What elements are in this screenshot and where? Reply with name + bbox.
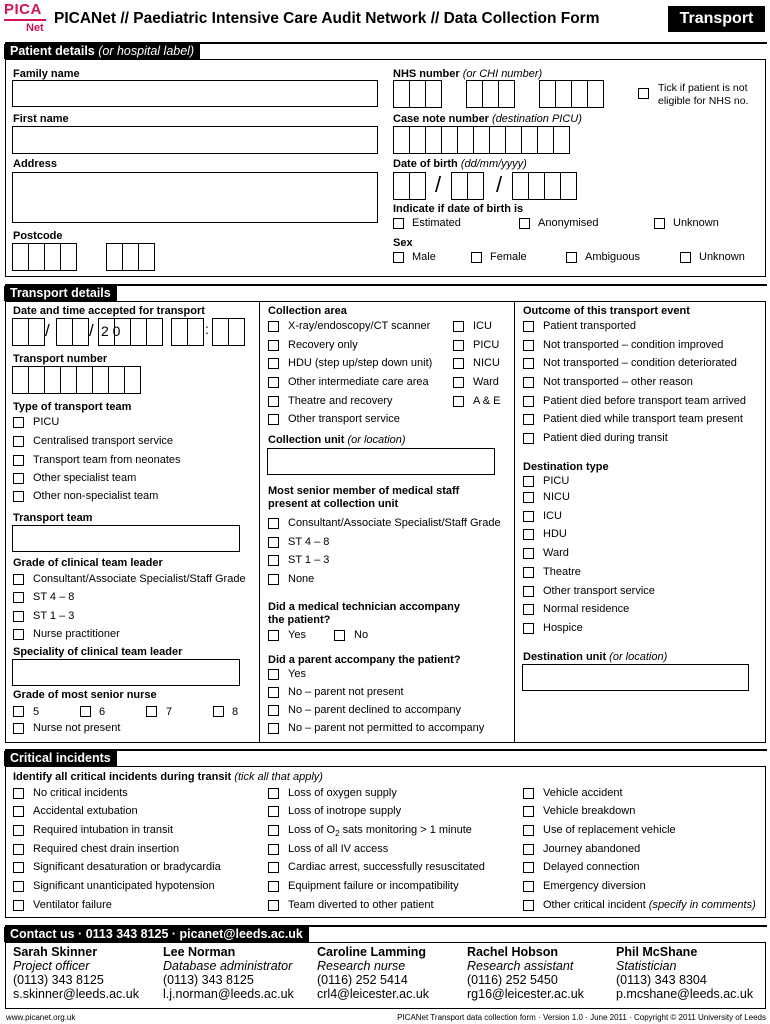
nurse-grade-5-checkbox[interactable] [13,706,24,717]
ci-other-checkbox[interactable] [523,900,534,911]
ci-desaturation-label: Significant desaturation or bradycardia [33,861,221,873]
ci-vehicle-breakdown-checkbox[interactable] [523,806,534,817]
senior-st1-3-checkbox[interactable] [268,555,279,566]
contact-section-header: Contact us · 0113 343 8125 · picanet@leeds.ac.uk [4,927,309,942]
senior-none-checkbox[interactable] [268,574,279,585]
technician-no-label: No [354,629,369,641]
area-xray-checkbox[interactable] [268,321,279,332]
transport-team-label: Transport team [13,512,93,524]
ci-emergency-diversion-checkbox[interactable] [523,881,534,892]
area-other-transport-label: Other transport service [288,413,400,425]
area-theatre-label: Theatre and recovery [288,395,393,407]
dob-indicate-label: Indicate if date of birth is [393,203,524,215]
ci-journey-abandoned-label: Journey abandoned [543,843,641,855]
contact-phone: (0113) 343 8125 [163,973,254,987]
area-ward-label: Ward [473,376,499,388]
contact-phone: (0116) 252 5414 [317,973,408,987]
outcome-other-reason-checkbox[interactable] [523,377,534,388]
speciality-label: Speciality of clinical team leader [13,646,183,658]
address-label: Address [13,158,58,170]
ci-iv-access-checkbox[interactable] [268,844,279,855]
contact-name: Lee Norman [163,945,236,959]
technician-yes-checkbox[interactable] [268,630,279,641]
contact-email[interactable]: s.skinner@leeds.ac.uk [13,987,139,1001]
dest-hdu-label: HDU [543,528,567,540]
grade-leader-label: Grade of clinical team leader [13,557,163,569]
grade-st4-8-checkbox[interactable] [13,592,24,603]
contact-role: Statistician [616,959,677,973]
outcome-died-before-checkbox[interactable] [523,396,534,407]
postcode-input-part2[interactable] [106,243,154,271]
outcome-improved-checkbox[interactable] [523,340,534,351]
destination-unit-label: Destination unit (or location) [523,651,668,663]
nhs-not-eligible-checkbox[interactable] [638,88,649,99]
ci-iv-access-label: Loss of all IV access [288,843,389,855]
team-type-centralised-label: Centralised transport service [33,435,174,447]
nhs-not-eligible-label-1: Tick if patient is not [658,82,748,94]
area-icu-checkbox[interactable] [453,321,464,332]
ci-desaturation-checkbox[interactable] [13,862,24,873]
parent-yes-label: Yes [288,668,306,680]
collection-area-label: Collection area [268,305,347,317]
dob-estimated-label: Estimated [412,217,461,229]
ci-vehicle-breakdown-label: Vehicle breakdown [543,805,636,817]
dest-hospice-label: Hospice [543,622,583,634]
team-type-neonates-checkbox[interactable] [13,455,24,466]
contact-phone: (0116) 252 5450 [467,973,558,987]
ci-other-label: Other critical incident (specify in comments) [543,899,756,911]
team-type-picu-checkbox[interactable] [13,417,24,428]
contact-phone: (0113) 343 8125 [13,973,104,987]
collection-unit-note: (or location) [347,434,406,446]
area-ae-checkbox[interactable] [453,396,464,407]
team-type-picu-label: PICU [33,416,60,428]
nhs-not-eligible-label-2: eligible for NHS no. [658,95,749,107]
postcode-input-part1[interactable] [12,243,76,271]
dob-slash-2: / [496,172,503,197]
patient-section-note: (or hospital label) [98,44,195,58]
ci-none-checkbox[interactable] [13,788,24,799]
destination-type-label: Destination type [523,461,609,473]
dest-icu-label: ICU [543,510,562,522]
sex-male-checkbox[interactable] [393,252,404,263]
dest-other-transport-checkbox[interactable] [523,586,534,597]
area-theatre-checkbox[interactable] [268,396,279,407]
contact-name: Caroline Lamming [317,945,427,959]
postcode-label: Postcode [13,230,63,242]
destination-unit-note: (or location) [609,651,668,663]
grade-nurse-practitioner-label: Nurse practitioner [33,628,120,640]
contact-email[interactable]: rg16@leicester.ac.uk [467,987,584,1001]
footer-website[interactable]: www.picanet.org.uk [6,1013,76,1022]
contact-role: Research assistant [467,959,574,973]
sex-unknown-checkbox[interactable] [680,252,691,263]
ci-hypotension-checkbox[interactable] [13,881,24,892]
ci-chest-drain-label: Required chest drain insertion [33,843,180,855]
grade-st1-3-checkbox[interactable] [13,611,24,622]
grade-st4-8-label: ST 4 – 8 [33,591,75,603]
ci-delayed-connection-label: Delayed connection [543,861,640,873]
dest-ward-checkbox[interactable] [523,548,534,559]
parent-not-present-checkbox[interactable] [268,687,279,698]
dob-unknown-label: Unknown [673,217,719,229]
nurse-grade-6-checkbox[interactable] [80,706,91,717]
dob-anonymised-checkbox[interactable] [519,218,530,229]
dob-note: (dd/mm/yyyy) [460,158,527,170]
senior-nurse-label: Grade of most senior nurse [13,689,157,701]
dob-unknown-checkbox[interactable] [654,218,665,229]
family-name-label: Family name [13,68,80,80]
dest-picu-checkbox[interactable] [523,476,534,487]
column-divider [514,301,515,743]
grade-st1-3-label: ST 1 – 3 [33,610,75,622]
parent-accompany-label: Did a parent accompany the patient? [268,654,461,666]
logo-text-net: Net [26,22,44,34]
team-type-non-specialist-label: Other non-specialist team [33,490,159,502]
sex-ambiguous-checkbox[interactable] [566,252,577,263]
ci-none-label: No critical incidents [33,787,128,799]
collection-unit-label: Collection unit (or location) [268,434,406,446]
grade-consultant-label: Consultant/Associate Specialist/Staff Grade [33,573,246,585]
outcome-deteriorated-label: Not transported – condition deteriorated [543,357,737,369]
area-xray-label: X-ray/endoscopy/CT scanner [288,320,431,332]
ci-ventilator-checkbox[interactable] [13,900,24,911]
senior-consultant-checkbox[interactable] [268,518,279,529]
contact-name: Rachel Hobson [467,945,558,959]
ci-oxygen-checkbox[interactable] [268,788,279,799]
date-slash-2: / [89,321,94,340]
ci-extubation-label: Accidental extubation [33,805,138,817]
ci-extubation-checkbox[interactable] [13,806,24,817]
sex-female-label: Female [490,251,527,263]
time-minutes[interactable] [212,318,244,346]
outcome-transported-checkbox[interactable] [523,321,534,332]
transport-badge: Transport [668,6,765,32]
dob-day[interactable] [393,172,425,200]
parent-yes-checkbox[interactable] [268,669,279,680]
date-year-prefix: 2 0 [101,323,121,339]
senior-st4-8-checkbox[interactable] [268,537,279,548]
dest-picu-label: PICU [543,475,570,487]
nurse-not-present-label: Nurse not present [33,722,121,734]
ci-chest-drain-checkbox[interactable] [13,844,24,855]
ci-team-diverted-checkbox[interactable] [268,900,279,911]
form-title: PICANet // Paediatric Intensive Care Audit Network // Data Collection Form [54,10,600,27]
dob-month[interactable] [451,172,483,200]
area-hdu-checkbox[interactable] [268,358,279,369]
sex-male-label: Male [412,251,436,263]
destination-unit-input[interactable] [522,664,749,691]
team-type-specialist-label: Other specialist team [33,472,137,484]
ci-replacement-vehicle-checkbox[interactable] [523,825,534,836]
contact-email[interactable]: crl4@leicester.ac.uk [317,987,430,1001]
dob-anonymised-label: Anonymised [538,217,599,229]
ci-hypotension-label: Significant unanticipated hypotension [33,880,215,892]
technician-label-2: the patient? [268,614,331,626]
dest-normal-residence-checkbox[interactable] [523,604,534,615]
team-type-specialist-checkbox[interactable] [13,473,24,484]
senior-st4-8-label: ST 4 – 8 [288,536,330,548]
nurse-grade-7-label: 7 [166,706,173,718]
area-recovery-checkbox[interactable] [268,340,279,351]
senior-medical-label-2: present at collection unit [268,498,399,510]
nhs-number-label: NHS number (or CHI number) [393,68,543,80]
sex-unknown-label: Unknown [699,251,745,263]
senior-medical-label-1: Most senior member of medical staff [268,485,460,497]
identify-incidents-label: Identify all critical incidents during transit (tick all that apply) [13,771,323,783]
parent-declined-label: No – parent declined to accompany [288,704,462,716]
ci-team-diverted-label: Team diverted to other patient [288,899,434,911]
area-nicu-label: NICU [473,357,500,369]
parent-not-permitted-label: No – parent not permitted to accompany [288,722,485,734]
date-day[interactable] [12,318,44,346]
collection-unit-input[interactable] [267,448,495,475]
transport-number-input[interactable] [12,366,140,394]
footer-copyright: PICANet Transport data collection form · Version 1.0 · June 2011 · Copyright © 2011 University of Leeds [397,1013,766,1022]
dob-slash-1: / [435,172,442,197]
ci-equipment-label: Equipment failure or incompatibility [288,880,459,892]
outcome-died-transit-checkbox[interactable] [523,433,534,444]
dest-nicu-label: NICU [543,491,570,503]
outcome-died-transit-label: Patient died during transit [543,432,668,444]
contact-name: Sarah Skinner [13,945,98,959]
ci-vehicle-accident-label: Vehicle accident [543,787,623,799]
area-picu-checkbox[interactable] [453,340,464,351]
ci-other-note: (specify in comments) [648,899,756,911]
dob-estimated-checkbox[interactable] [393,218,404,229]
contact-role: Project officer [13,959,90,973]
grade-nurse-practitioner-checkbox[interactable] [13,629,24,640]
parent-not-present-label: No – parent not present [288,686,404,698]
parent-not-permitted-checkbox[interactable] [268,723,279,734]
area-ward-checkbox[interactable] [453,377,464,388]
area-other-transport-checkbox[interactable] [268,414,279,425]
case-note-input[interactable] [393,126,569,154]
outcome-deteriorated-checkbox[interactable] [523,358,534,369]
area-nicu-checkbox[interactable] [453,358,464,369]
ci-cardiac-arrest-checkbox[interactable] [268,862,279,873]
ci-ventilator-label: Ventilator failure [33,899,112,911]
critical-section-header: Critical incidents [4,751,117,766]
dest-normal-residence-label: Normal residence [543,603,630,615]
nurse-not-present-checkbox[interactable] [13,723,24,734]
nhs-number-part3[interactable] [539,80,603,108]
date-slash-1: / [45,321,50,340]
ci-emergency-diversion-label: Emergency diversion [543,880,646,892]
area-ae-label: A & E [473,395,501,407]
ci-oxygen-label: Loss of oxygen supply [288,787,397,799]
address-input[interactable] [12,172,378,223]
dob-label: Date of birth (dd/mm/yyyy) [393,158,527,170]
time-hours[interactable] [171,318,203,346]
dest-hospice-checkbox[interactable] [523,623,534,634]
area-recovery-label: Recovery only [288,339,358,351]
technician-label-1: Did a medical technician accompany [268,601,460,613]
ci-cardiac-arrest-label: Cardiac arrest, successfully resuscitated [288,861,485,873]
technician-yes-label: Yes [288,629,306,641]
ci-vehicle-accident-checkbox[interactable] [523,788,534,799]
nhs-number-part2[interactable] [466,80,514,108]
picanet-logo [4,2,48,40]
ci-journey-abandoned-checkbox[interactable] [523,844,534,855]
logo-text-pica: PICA [4,1,42,18]
nurse-grade-8-label: 8 [232,706,239,718]
ci-equipment-checkbox[interactable] [268,881,279,892]
contact-email[interactable]: p.mcshane@leeds.ac.uk [616,987,754,1001]
contact-role: Research nurse [317,959,406,973]
nurse-grade-7-checkbox[interactable] [146,706,157,717]
senior-consultant-label: Consultant/Associate Specialist/Staff Grade [288,517,501,529]
contact-email[interactable]: l.j.norman@leeds.ac.uk [163,987,294,1001]
dob-year[interactable] [512,172,576,200]
transport-section-header: Transport details [4,286,117,301]
speciality-input[interactable] [12,659,240,686]
ci-o2-sats-checkbox[interactable] [268,825,279,836]
date-month[interactable] [56,318,88,346]
area-intermediate-checkbox[interactable] [268,377,279,388]
team-type-label: Type of transport team [13,401,132,413]
dest-hdu-checkbox[interactable] [523,529,534,540]
dest-ward-label: Ward [543,547,569,559]
ci-intubation-checkbox[interactable] [13,825,24,836]
ci-delayed-connection-checkbox[interactable] [523,862,534,873]
case-note-label: Case note number (destination PICU) [393,113,582,125]
nurse-grade-6-label: 6 [99,706,106,718]
contact-name: Phil McShane [616,945,698,959]
outcome-other-reason-label: Not transported – other reason [543,376,693,388]
area-hdu-label: HDU (step up/step down unit) [288,357,433,369]
sex-label: Sex [393,237,413,249]
area-intermediate-label: Other intermediate care area [288,376,429,388]
transport-team-input[interactable] [12,525,240,552]
area-picu-label: PICU [473,339,500,351]
parent-declined-checkbox[interactable] [268,705,279,716]
nurse-grade-8-checkbox[interactable] [213,706,224,717]
dest-other-transport-label: Other transport service [543,585,655,597]
technician-no-checkbox[interactable] [334,630,345,641]
outcome-died-while-checkbox[interactable] [523,414,534,425]
ci-replacement-vehicle-label: Use of replacement vehicle [543,824,676,836]
nhs-number-part1[interactable] [393,80,441,108]
patient-section-header [4,44,200,59]
first-name-input[interactable] [12,126,378,154]
ci-inotrope-label: Loss of inotrope supply [288,805,402,817]
contact-phone: (0113) 343 8304 [616,973,707,987]
outcome-improved-label: Not transported – condition improved [543,339,724,351]
family-name-input[interactable] [12,80,378,107]
team-type-non-specialist-checkbox[interactable] [13,491,24,502]
nhs-number-note: (or CHI number) [462,68,543,80]
grade-consultant-checkbox[interactable] [13,574,24,585]
transport-number-label: Transport number [13,353,108,365]
team-type-centralised-checkbox[interactable] [13,436,24,447]
date-accepted-label: Date and time accepted for transport [13,305,205,317]
dest-theatre-label: Theatre [543,566,581,578]
logo-underline [4,19,46,21]
sex-female-checkbox[interactable] [471,252,482,263]
senior-st1-3-label: ST 1 – 3 [288,554,330,566]
area-icu-label: ICU [473,320,492,332]
dest-nicu-checkbox[interactable] [523,492,534,503]
patient-section-title: Patient details [10,44,95,58]
time-colon: : [205,321,209,337]
ci-inotrope-checkbox[interactable] [268,806,279,817]
column-divider [259,301,260,743]
nurse-grade-5-label: 5 [33,706,40,718]
outcome-died-while-label: Patient died while transport team present [543,413,743,425]
section-rule [5,749,767,751]
outcome-died-before-label: Patient died before transport team arrived [543,395,747,407]
identify-incidents-note: (tick all that apply) [234,771,323,783]
sex-ambiguous-label: Ambiguous [585,251,641,263]
outcome-transported-label: Patient transported [543,320,636,332]
outcome-label: Outcome of this transport event [523,305,690,317]
case-note-note: (destination PICU) [492,113,582,125]
ci-o2-sats-label: Loss of $O_2$ sats monitoring > 1 minute [288,824,472,839]
first-name-label: First name [13,113,69,125]
ci-intubation-label: Required intubation in transit [33,824,174,836]
dest-icu-checkbox[interactable] [523,511,534,522]
contact-role: Database administrator [163,959,293,973]
senior-none-label: None [288,573,315,585]
team-type-neonates-label: Transport team from neonates [33,454,181,466]
dest-theatre-checkbox[interactable] [523,567,534,578]
section-rule [5,284,767,286]
